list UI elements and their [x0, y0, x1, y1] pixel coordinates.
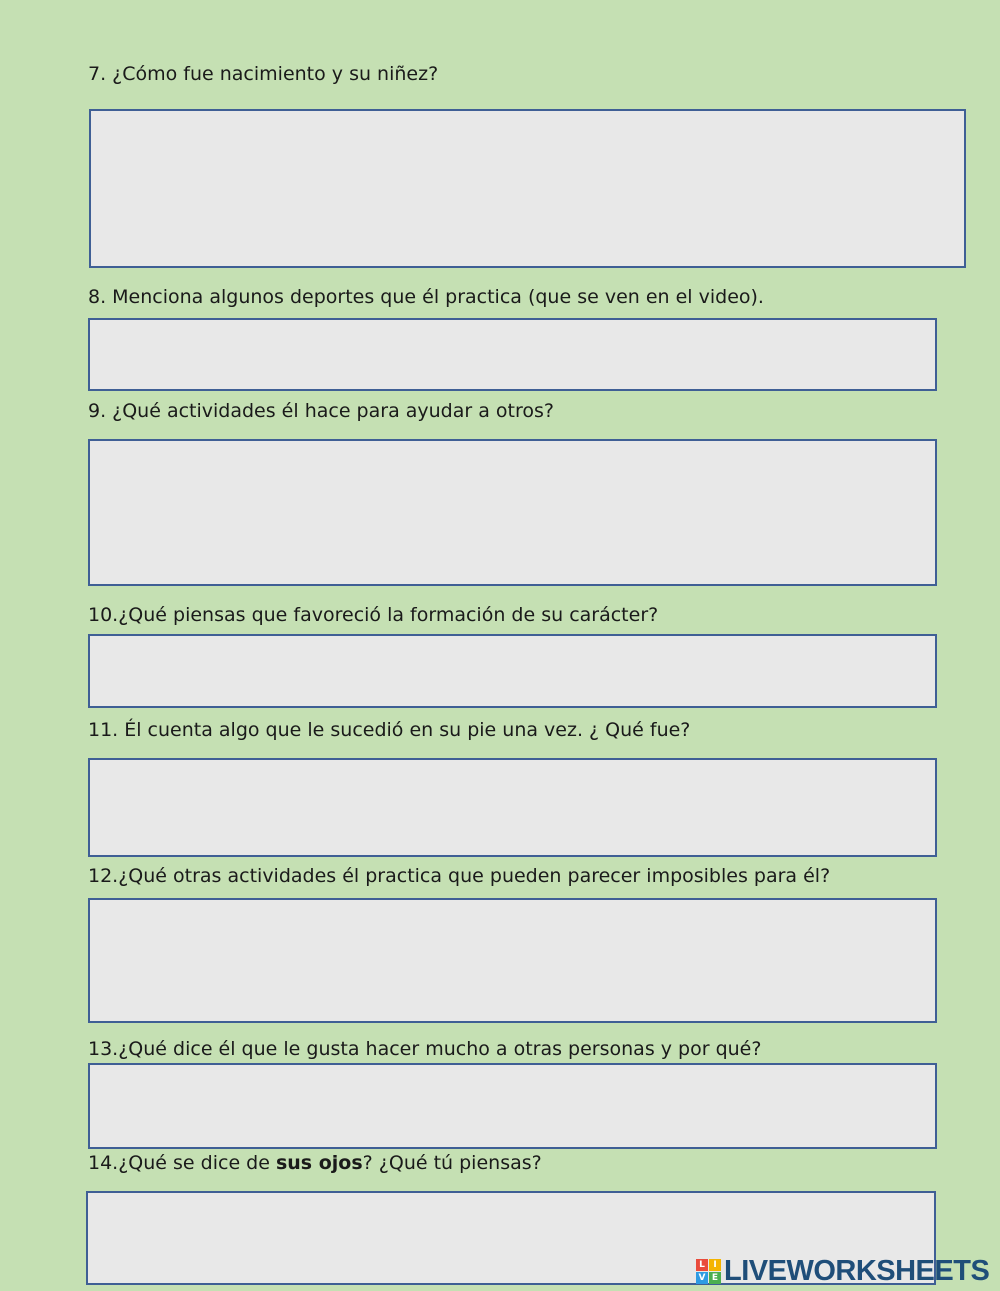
question-text: ¿Qué dice él que le gusta hacer mucho a otras personas y por qué? — [118, 1038, 762, 1060]
question-text: ¿Qué actividades él hace para ayudar a otros? — [112, 400, 554, 422]
question-text: ¿Qué piensas que favoreció la formación de su carácter? — [118, 604, 659, 626]
question-number: 9. — [88, 400, 107, 422]
question-text: Menciona algunos deportes que él practica (que se ven en el video). — [112, 286, 764, 308]
question-number: 10. — [88, 604, 119, 626]
question-number: 14. — [88, 1152, 119, 1174]
question-number: 11. — [88, 719, 119, 741]
logo-letter-l: L — [696, 1259, 708, 1271]
answer-10-input[interactable] — [88, 634, 937, 708]
question-10 — [88, 603, 658, 627]
question-12 — [88, 864, 830, 888]
question-8 — [88, 285, 764, 309]
answer-13-input[interactable] — [88, 1063, 937, 1149]
question-7 — [88, 62, 438, 86]
answer-12-input[interactable] — [88, 898, 937, 1023]
answer-9-input[interactable] — [88, 439, 937, 586]
question-text-end: ? ¿Qué tú piensas? — [362, 1152, 542, 1174]
question-number: 7. — [88, 63, 107, 85]
answer-7-input[interactable] — [89, 109, 966, 268]
question-number: 8. — [88, 286, 107, 308]
question-text: ¿Qué otras actividades él practica que pueden parecer imposibles para él? — [118, 865, 831, 887]
question-11 — [88, 718, 690, 742]
question-number: 12. — [88, 865, 119, 887]
question-14 — [88, 1151, 542, 1175]
logo-text: LIVEWORKSHEETS — [724, 1254, 990, 1287]
question-number: 13. — [88, 1038, 119, 1060]
question-text-start: ¿Qué se dice de — [118, 1152, 276, 1174]
question-9 — [88, 399, 554, 423]
answer-11-input[interactable] — [88, 758, 937, 857]
question-text: ¿Cómo fue nacimiento y su niñez? — [112, 63, 439, 85]
logo-letter-v: V — [696, 1272, 708, 1284]
question-13 — [88, 1037, 761, 1061]
question-text: Él cuenta algo que le sucedió en su pie una vez. ¿ Qué fue? — [124, 719, 691, 741]
answer-8-input[interactable] — [88, 318, 937, 391]
live-logo-icon — [696, 1259, 721, 1284]
liveworksheets-logo — [696, 1256, 989, 1286]
logo-letter-e: E — [709, 1272, 721, 1284]
question-text-bold: sus ojos — [275, 1152, 363, 1174]
logo-letter-i: I — [709, 1259, 721, 1271]
